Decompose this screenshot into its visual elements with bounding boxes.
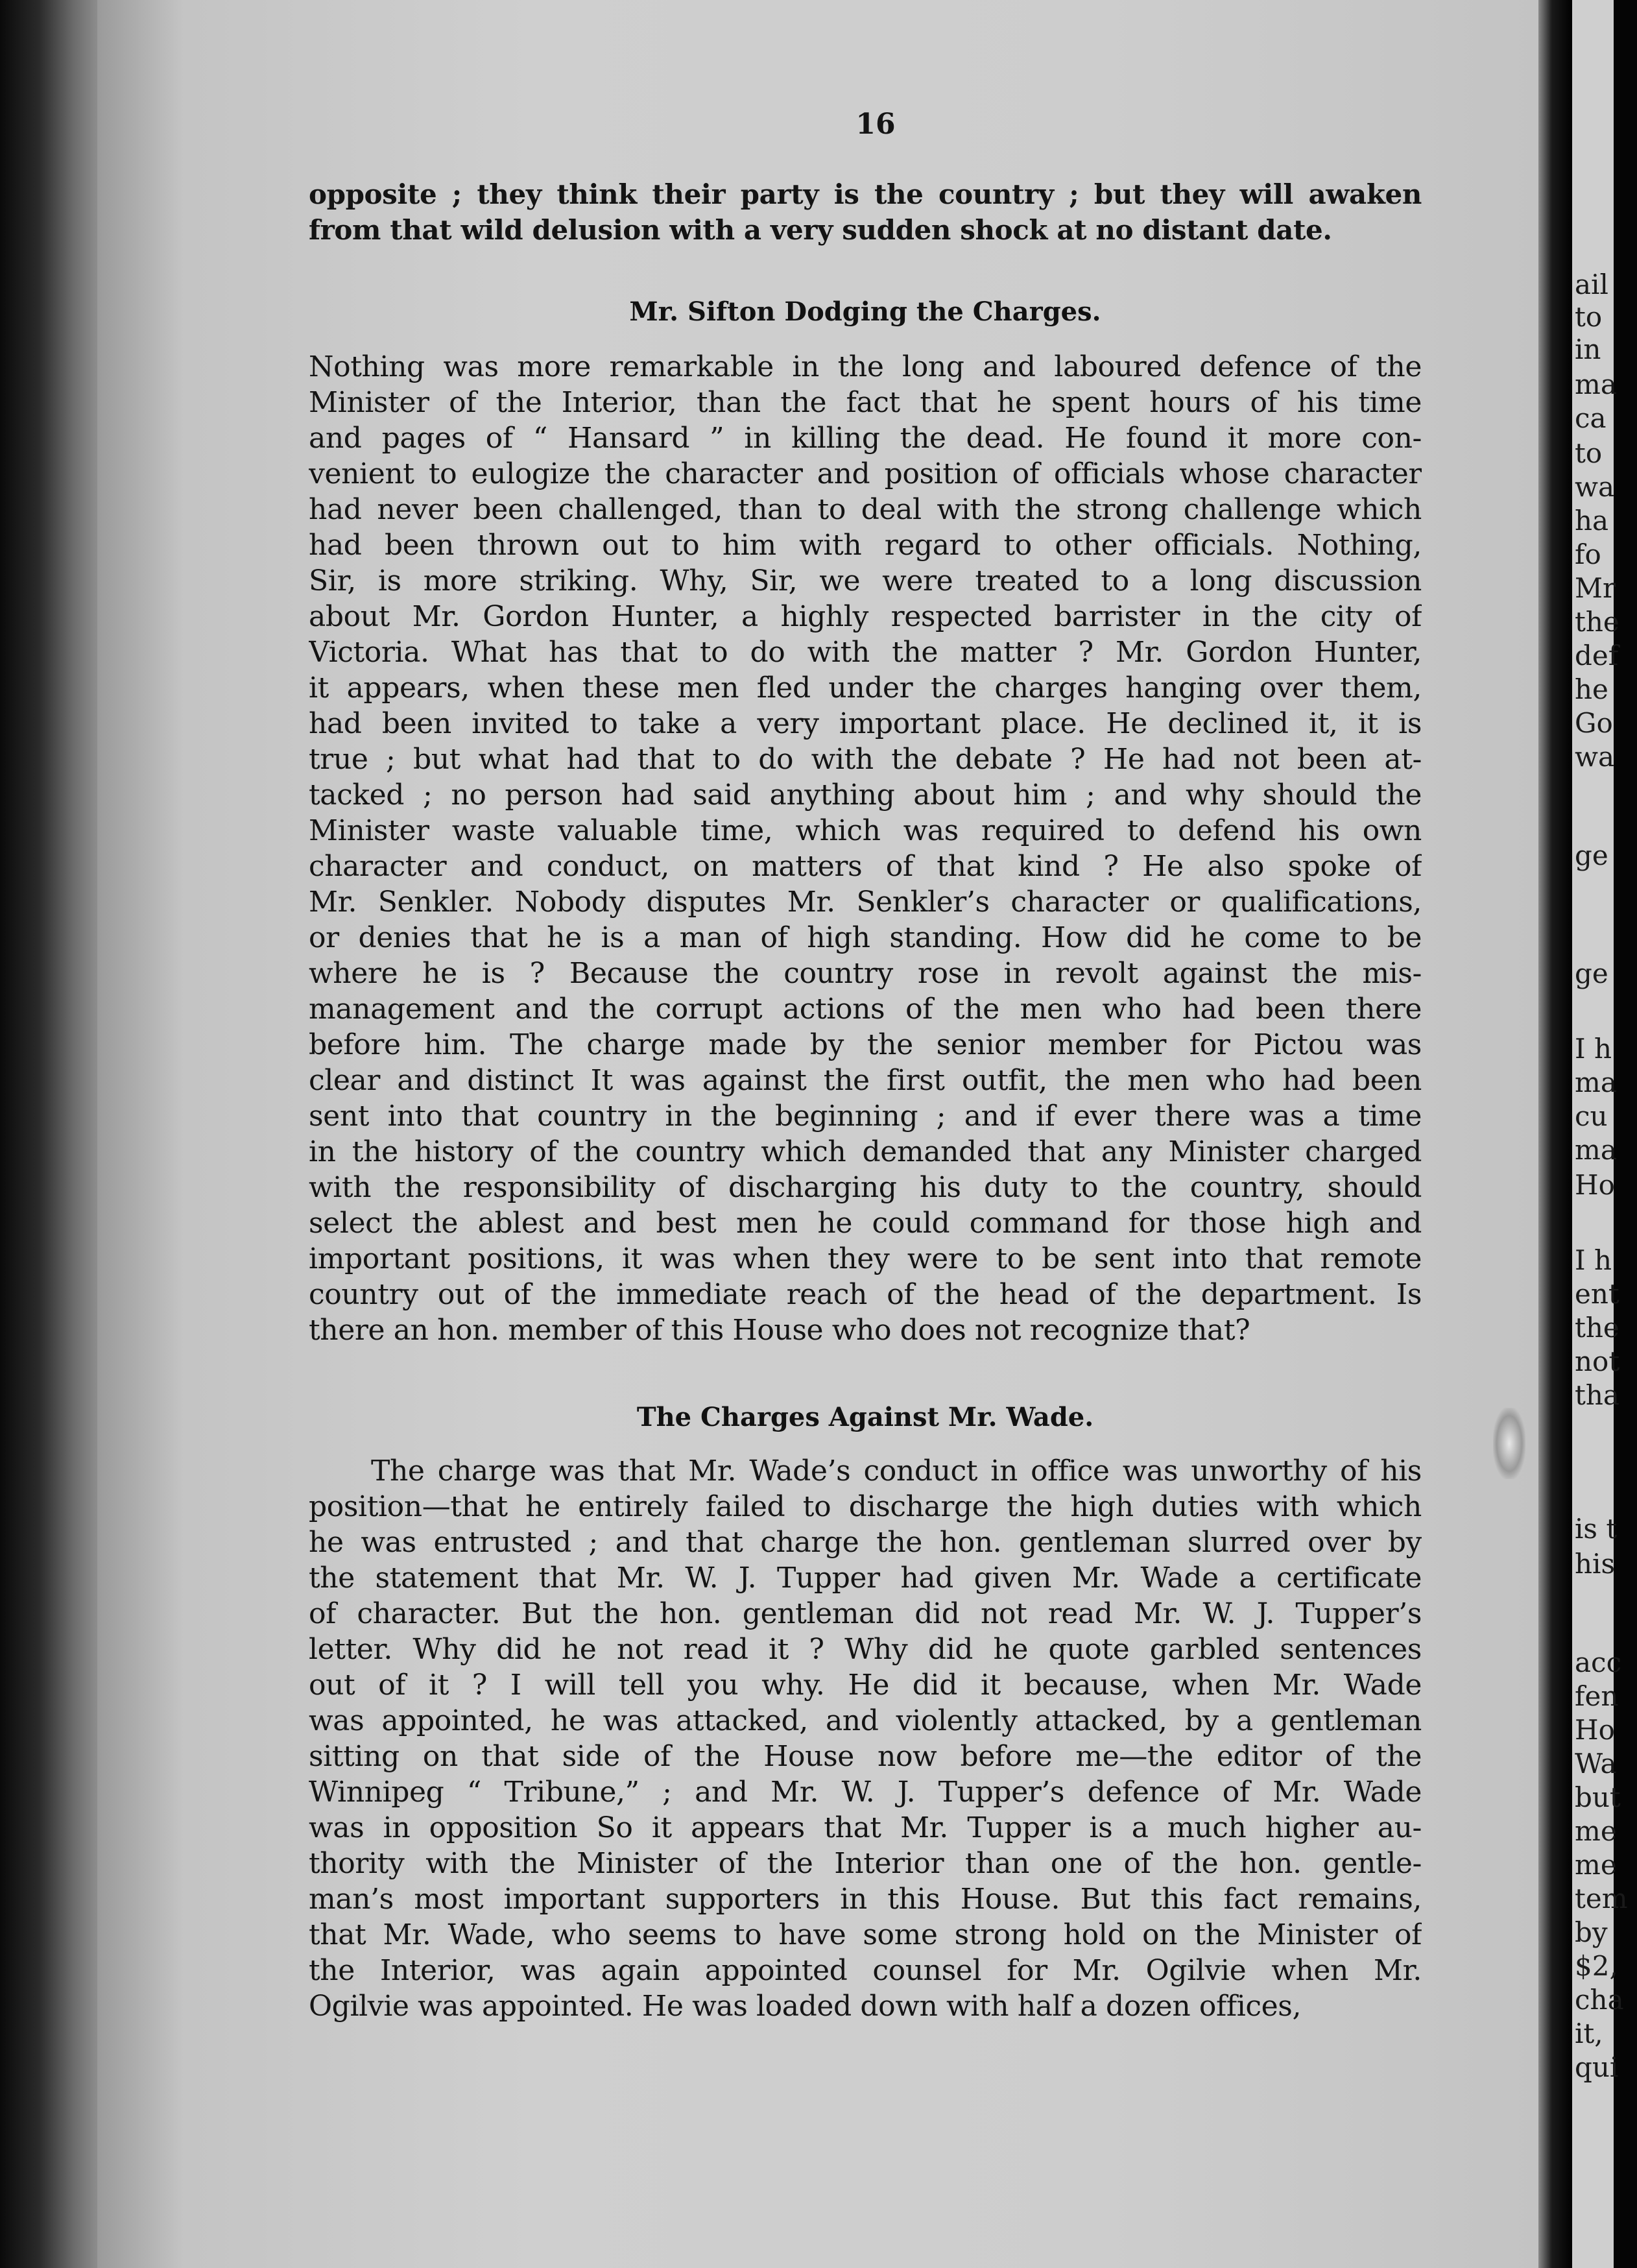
text-line: management and the corrupt actions of the men who had been there <box>309 993 1422 1026</box>
text-line: he was entrusted ; and that charge the hon. gentleman slurred over by <box>309 1526 1422 1559</box>
text-line: there an hon. member of this House who does not recognize that? <box>309 1314 1250 1347</box>
facing-page-fragment: ma <box>1575 368 1617 400</box>
text-line: had never been challenged, than to deal with the strong challenge which <box>309 493 1422 526</box>
text-line: important positions, it was when they were to be sent into that remote <box>309 1242 1422 1275</box>
text-line: was appointed, he was attacked, and violently attacked, by a gentleman <box>309 1704 1422 1737</box>
text-line: Nothing was more remarkable in the long and laboured defence of the <box>309 350 1422 383</box>
facing-page-fragment: cha <box>1575 1984 1624 2016</box>
facing-page-fragment: ent <box>1575 1278 1619 1310</box>
facing-page-fragment: Wa <box>1575 1748 1617 1779</box>
text-line: had been invited to take a very important place. He declined it, it is <box>309 707 1422 740</box>
facing-page-fragment: but <box>1575 1781 1621 1813</box>
facing-page-fragment: Go <box>1575 707 1613 739</box>
facing-page-fragment: fo <box>1575 538 1601 570</box>
text-line: Mr. Senkler. Nobody disputes Mr. Senkler’s character or qualifications, <box>309 886 1422 919</box>
book-gutter <box>1538 0 1572 2268</box>
facing-page-fragment: by <box>1575 1916 1608 1948</box>
text-line: out of it ? I will tell you why. He did it because, when Mr. Wade <box>309 1669 1422 1702</box>
facing-page-fragment: $2, <box>1575 1950 1618 1982</box>
text-line: of character. But the hon. gentleman did not read Mr. W. J. Tupper’s <box>309 1597 1422 1630</box>
text-line: about Mr. Gordon Hunter, a highly respected barrister in the city of <box>309 600 1422 633</box>
text-line: letter. Why did he not read it ? Why did he quote garbled sentences <box>309 1633 1422 1666</box>
opening-paragraph <box>309 176 1422 248</box>
facing-page-fragment: to <box>1575 437 1603 469</box>
facing-page-fragment: ge <box>1575 958 1608 989</box>
facing-page-fragment: fen <box>1575 1680 1619 1712</box>
facing-page-fragment: tha <box>1575 1379 1619 1411</box>
text-line: where he is ? Because the country rose in revolt against the mis- <box>309 957 1422 990</box>
text-line: in the history of the country which demanded that any Minister charged <box>309 1135 1422 1168</box>
facing-page-fragment: it, <box>1575 2018 1603 2049</box>
text-line: The charge was that Mr. Wade’s conduct in office was unworthy of his <box>371 1454 1422 1488</box>
facing-page-fragment: ma <box>1575 1067 1617 1098</box>
text-line: character and conduct, on matters of that kind ? He also spoke of <box>309 850 1422 883</box>
text-line: thority with the Minister of the Interior than one of the hon. gentle- <box>309 1847 1422 1880</box>
facing-page-fragment: qui <box>1575 2051 1619 2083</box>
facing-page-fragment: I h <box>1575 1033 1612 1065</box>
text-line: had been thrown out to him with regard to other officials. Nothing, <box>309 529 1422 562</box>
text-line: or denies that he is a man of high standing. How did he come to be <box>309 921 1422 954</box>
text-line: select the ablest and best men he could command for those high and <box>309 1207 1422 1240</box>
facing-page-fragment: wa <box>1575 471 1614 503</box>
facing-page-fragment: me <box>1575 1815 1617 1847</box>
facing-page-fragment: ha <box>1575 505 1609 537</box>
facing-page-fragment: he <box>1575 673 1608 705</box>
facing-page-fragment: ail <box>1575 269 1608 300</box>
facing-page-fragment: Mr <box>1575 572 1616 604</box>
text-line: the Interior, was again appointed counsel for Mr. Ogilvie when Mr. <box>309 1954 1422 1987</box>
text-line: man’s most important supporters in this House. But this fact remains, <box>309 1883 1422 1916</box>
text-line: tacked ; no person had said anything about him ; and why should the <box>309 778 1422 812</box>
facing-page-fragment: Ho <box>1575 1169 1615 1201</box>
torn-paper-tab <box>1493 1408 1525 1479</box>
text-line: Minister of the Interior, than the fact that he spent hours of his time <box>309 386 1422 419</box>
facing-page-fragment: cu <box>1575 1100 1608 1132</box>
facing-page-fragment: acc <box>1575 1647 1622 1678</box>
text-line: Victoria. What has that to do with the matter ? Mr. Gordon Hunter, <box>309 636 1422 669</box>
text-line: true ; but what had that to do with the debate ? He had not been at- <box>309 743 1422 776</box>
text-line: Sir, is more striking. Why, Sir, we were treated to a long discussion <box>309 564 1422 597</box>
facing-page-fragment: in <box>1575 333 1601 365</box>
facing-page-fragment: his <box>1575 1548 1616 1580</box>
page-number: 16 <box>855 108 896 141</box>
text-line: Ogilvie was appointed. He was loaded down with half a dozen offices, <box>309 1990 1302 2023</box>
facing-page-fragment: ma <box>1575 1134 1617 1166</box>
left-page-edge <box>0 0 97 2268</box>
facing-page-fragment: not <box>1575 1345 1620 1377</box>
text-line: Winnipeg “ Tribune,” ; and Mr. W. J. Tupper’s defence of Mr. Wade <box>309 1776 1422 1809</box>
text-line: the statement that Mr. W. J. Tupper had given Mr. Wade a certificate <box>309 1562 1422 1595</box>
facing-page-fragment: I h <box>1575 1244 1612 1276</box>
text-line: it appears, when these men fled under the charges hanging over them, <box>309 671 1422 705</box>
text-line: position—that he entirely failed to discharge the high duties with which <box>309 1490 1422 1523</box>
facing-page-fragment: the <box>1575 1312 1619 1344</box>
facing-page-fragment: def <box>1575 640 1619 671</box>
text-line: and pages of “ Hansard ” in killing the dead. He found it more con- <box>309 422 1422 455</box>
text-line: clear and distinct It was against the first outfit, the men who had been <box>309 1064 1422 1097</box>
text-line: that Mr. Wade, who seems to have some strong hold on the Minister of <box>309 1918 1422 1951</box>
text-line: venient to eulogize the character and position of officials whose character <box>309 457 1422 490</box>
section-wade-body <box>309 1453 1422 2024</box>
facing-page-fragment: me <box>1575 1849 1617 1881</box>
section-heading-sifton: Mr. Sifton Dodging the Charges. <box>629 296 1101 327</box>
facing-page-fragment: is t <box>1575 1513 1618 1545</box>
facing-page-fragment: wa <box>1575 741 1614 773</box>
text-line: with the responsibility of discharging his duty to the country, should <box>309 1171 1422 1204</box>
facing-page-fragment: Ho <box>1575 1714 1615 1746</box>
facing-page-edge <box>1614 0 1637 2268</box>
text-line: opposite ; they think their party is the country ; but they will awaken <box>309 178 1422 210</box>
text-line: before him. The charge made by the senior member for Pictou was <box>309 1028 1422 1061</box>
section-heading-wade: The Charges Against Mr. Wade. <box>636 1402 1094 1432</box>
text-line: sitting on that side of the House now before me—the editor of the <box>309 1740 1422 1773</box>
text-line: was in opposition So it appears that Mr. Tupper is a much higher au- <box>309 1811 1422 1844</box>
facing-page-fragment: ca <box>1575 402 1607 434</box>
section-sifton-body <box>309 349 1422 1348</box>
text-line: from that wild delusion with a very sudden shock at no distant date. <box>309 214 1332 246</box>
text-line: Minister waste valuable time, which was required to defend his own <box>309 814 1422 847</box>
facing-page-fragment: the <box>1575 606 1619 638</box>
facing-page-fragment: tem <box>1575 1883 1628 1914</box>
text-line: sent into that country in the beginning ; and if ever there was a time <box>309 1100 1422 1133</box>
text-line: country out of the immediate reach of the head of the department. Is <box>309 1278 1422 1311</box>
facing-page-fragment: ge <box>1575 839 1608 871</box>
facing-page-fragment: to <box>1575 301 1603 333</box>
